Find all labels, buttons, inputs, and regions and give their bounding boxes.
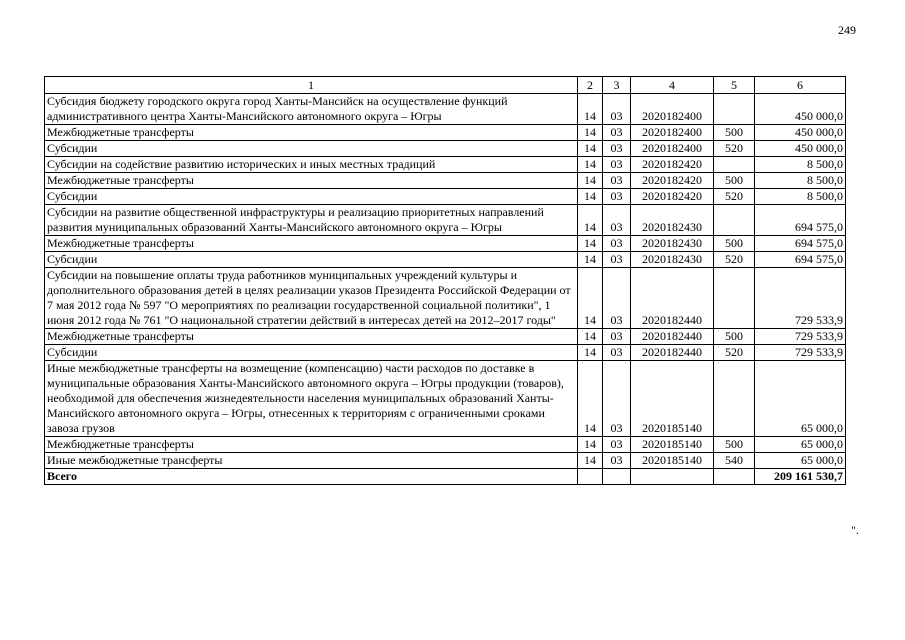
row-name-cell: Иные межбюджетные трансферты на возмещение (компенсацию) части расходов по доставке в муниципальные образования Ханты-Мансийского автономного округа – Югры продукции (товаров), необходимой для обеспечения жизнедеятельности населения муниципальных образований Ханты-Мансийского автономного округа – Югры, отнесенных к территориям с ограниченными сроками завоза грузов: [45, 361, 578, 437]
row-subsection-cell: 03: [603, 205, 631, 236]
header-col-4: 4: [631, 77, 714, 94]
row-target-code-cell: 2020182440: [631, 345, 714, 361]
row-name-cell: Субсидии на развитие общественной инфраструктуры и реализацию приоритетных направлений развития муниципальных образований Ханты-Мансийского автономного округа – Югры: [45, 205, 578, 236]
row-amount-cell: 65 000,0: [755, 361, 846, 437]
row-section-cell: 14: [578, 437, 603, 453]
table-row: [45, 94, 846, 125]
row-amount-cell: 450 000,0: [755, 94, 846, 125]
row-name-cell: Межбюджетные трансферты: [45, 329, 578, 345]
table-row: [45, 329, 846, 345]
row-name-cell: Субсидии: [45, 141, 578, 157]
row-subsection-cell: 03: [603, 345, 631, 361]
table-row: [45, 189, 846, 205]
row-amount-cell: 694 575,0: [755, 252, 846, 268]
row-name-cell: Иные межбюджетные трансферты: [45, 453, 578, 469]
table-row: [45, 437, 846, 453]
row-subsection-cell: 03: [603, 437, 631, 453]
table-header-row: [45, 77, 846, 94]
row-name-cell: Межбюджетные трансферты: [45, 236, 578, 252]
row-section-cell: 14: [578, 173, 603, 189]
row-section-cell: 14: [578, 345, 603, 361]
row-expense-type-cell: [714, 157, 755, 173]
row-subsection-cell: 03: [603, 453, 631, 469]
table-row: [45, 252, 846, 268]
row-expense-type-cell: [714, 268, 755, 329]
row-name-cell: Межбюджетные трансферты: [45, 173, 578, 189]
total-empty-cell: [603, 469, 631, 485]
row-target-code-cell: 2020182440: [631, 329, 714, 345]
row-target-code-cell: 2020182430: [631, 252, 714, 268]
row-expense-type-cell: 500: [714, 236, 755, 252]
total-empty-cell: [631, 469, 714, 485]
budget-table: [44, 76, 846, 485]
row-expense-type-cell: 520: [714, 345, 755, 361]
row-section-cell: 14: [578, 236, 603, 252]
total-amount: 209 161 530,7: [755, 469, 846, 485]
table-row: [45, 157, 846, 173]
row-amount-cell: 8 500,0: [755, 173, 846, 189]
row-amount-cell: 694 575,0: [755, 236, 846, 252]
header-col-1: 1: [45, 77, 578, 94]
total-empty-cell: [714, 469, 755, 485]
row-subsection-cell: 03: [603, 141, 631, 157]
row-section-cell: 14: [578, 125, 603, 141]
row-section-cell: 14: [578, 94, 603, 125]
table-row: [45, 125, 846, 141]
row-expense-type-cell: 520: [714, 141, 755, 157]
table-row: [45, 236, 846, 252]
header-col-6: 6: [755, 77, 846, 94]
row-subsection-cell: 03: [603, 125, 631, 141]
row-target-code-cell: 2020182400: [631, 125, 714, 141]
row-amount-cell: 450 000,0: [755, 141, 846, 157]
row-section-cell: 14: [578, 205, 603, 236]
row-expense-type-cell: 540: [714, 453, 755, 469]
row-subsection-cell: 03: [603, 173, 631, 189]
header-col-5: 5: [714, 77, 755, 94]
row-target-code-cell: 2020182430: [631, 236, 714, 252]
table-row: [45, 141, 846, 157]
row-name-cell: Субсидии: [45, 252, 578, 268]
row-name-cell: Субсидия бюджету городского округа город Ханты-Мансийск на осуществление функций административного центра Ханты-Мансийского автономного округа – Югры: [45, 94, 578, 125]
row-target-code-cell: 2020182420: [631, 157, 714, 173]
row-subsection-cell: 03: [603, 329, 631, 345]
row-amount-cell: 8 500,0: [755, 189, 846, 205]
row-target-code-cell: 2020182400: [631, 141, 714, 157]
row-name-cell: Субсидии на содействие развитию исторических и иных местных традиций: [45, 157, 578, 173]
row-name-cell: Субсидии: [45, 345, 578, 361]
row-expense-type-cell: 520: [714, 189, 755, 205]
row-target-code-cell: 2020185140: [631, 437, 714, 453]
row-name-cell: Межбюджетные трансферты: [45, 437, 578, 453]
table-row: [45, 205, 846, 236]
page-number: 249: [838, 23, 856, 37]
row-section-cell: 14: [578, 189, 603, 205]
row-target-code-cell: 2020185140: [631, 361, 714, 437]
row-section-cell: 14: [578, 329, 603, 345]
row-amount-cell: 450 000,0: [755, 125, 846, 141]
row-subsection-cell: 03: [603, 268, 631, 329]
row-section-cell: 14: [578, 252, 603, 268]
row-expense-type-cell: [714, 361, 755, 437]
row-amount-cell: 8 500,0: [755, 157, 846, 173]
row-section-cell: 14: [578, 268, 603, 329]
row-amount-cell: 729 533,9: [755, 268, 846, 329]
header-col-3: 3: [603, 77, 631, 94]
row-target-code-cell: 2020182400: [631, 94, 714, 125]
header-col-2: 2: [578, 77, 603, 94]
row-amount-cell: 729 533,9: [755, 329, 846, 345]
row-expense-type-cell: 500: [714, 329, 755, 345]
row-section-cell: 14: [578, 361, 603, 437]
row-subsection-cell: 03: [603, 252, 631, 268]
row-target-code-cell: 2020182420: [631, 173, 714, 189]
total-row: [45, 469, 846, 485]
total-label: Всего: [45, 469, 578, 485]
row-target-code-cell: 2020182440: [631, 268, 714, 329]
row-subsection-cell: 03: [603, 236, 631, 252]
table-row: [45, 173, 846, 189]
table-row: [45, 453, 846, 469]
row-subsection-cell: 03: [603, 361, 631, 437]
row-name-cell: Субсидии: [45, 189, 578, 205]
row-subsection-cell: 03: [603, 94, 631, 125]
row-name-cell: Субсидии на повышение оплаты труда работников муниципальных учреждений культуры и дополнительного образования детей в целях реализации указов Президента Российской Федерации от 7 мая 2012 года № 597 "О мероприятиях по реализации государственной социальной политики", 1 июня 2012 года № 761 "О национальной стратегии действий в интересах детей на 2012–2017 годы": [45, 268, 578, 329]
row-amount-cell: 729 533,9: [755, 345, 846, 361]
closing-quote-mark: ".: [851, 523, 859, 537]
row-expense-type-cell: 500: [714, 437, 755, 453]
row-subsection-cell: 03: [603, 189, 631, 205]
row-amount-cell: 694 575,0: [755, 205, 846, 236]
row-target-code-cell: 2020185140: [631, 453, 714, 469]
row-expense-type-cell: 500: [714, 125, 755, 141]
table-row: [45, 268, 846, 329]
row-section-cell: 14: [578, 157, 603, 173]
row-expense-type-cell: 500: [714, 173, 755, 189]
row-expense-type-cell: 520: [714, 252, 755, 268]
row-target-code-cell: 2020182430: [631, 205, 714, 236]
row-name-cell: Межбюджетные трансферты: [45, 125, 578, 141]
row-target-code-cell: 2020182420: [631, 189, 714, 205]
row-section-cell: 14: [578, 453, 603, 469]
total-empty-cell: [578, 469, 603, 485]
row-amount-cell: 65 000,0: [755, 437, 846, 453]
row-section-cell: 14: [578, 141, 603, 157]
row-amount-cell: 65 000,0: [755, 453, 846, 469]
table-row: [45, 361, 846, 437]
table-row: [45, 345, 846, 361]
row-subsection-cell: 03: [603, 157, 631, 173]
row-expense-type-cell: [714, 94, 755, 125]
row-expense-type-cell: [714, 205, 755, 236]
